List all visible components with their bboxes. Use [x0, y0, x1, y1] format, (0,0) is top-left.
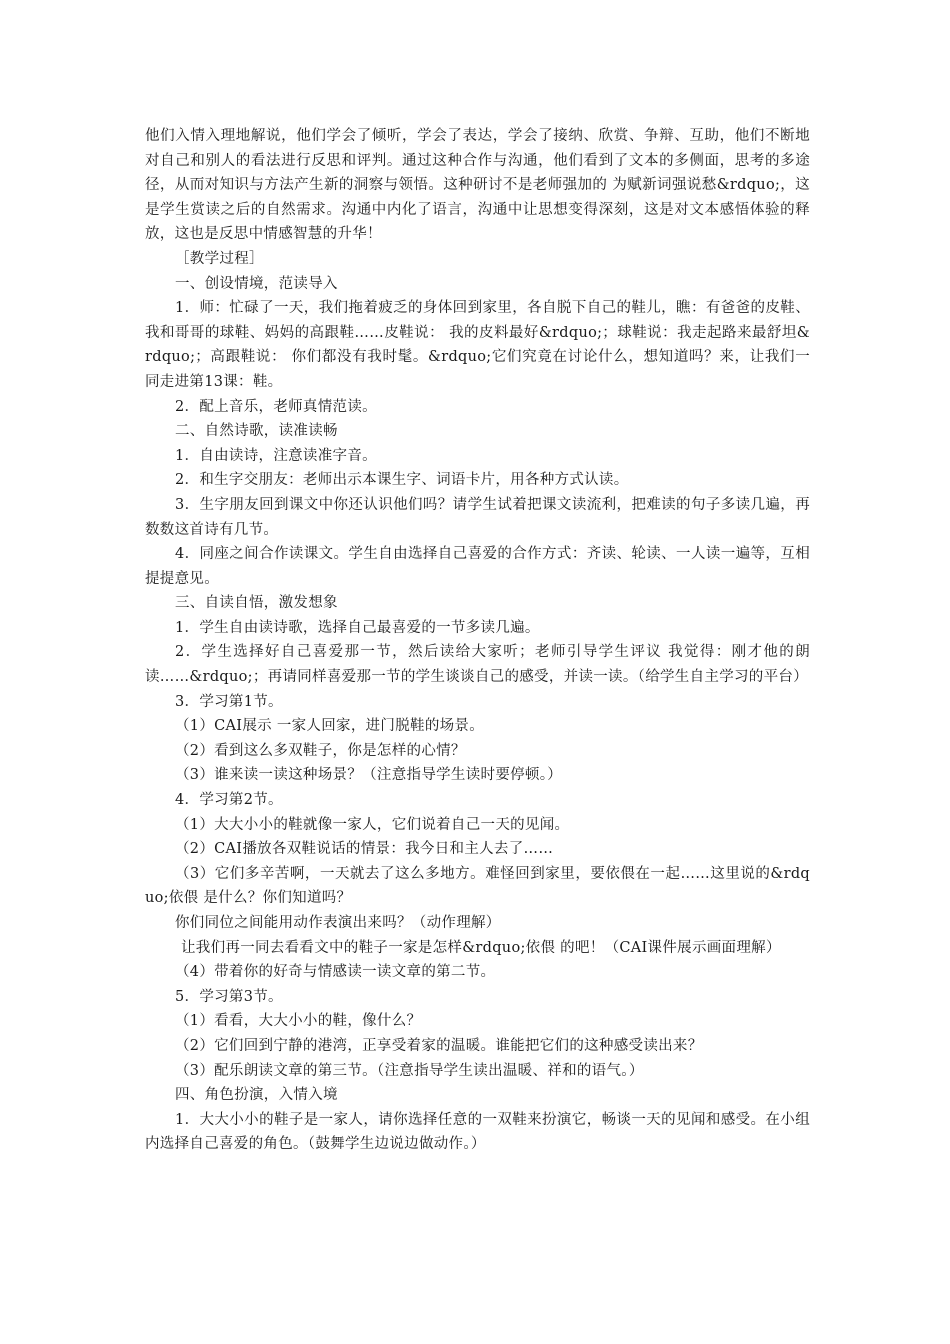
paragraph: 4．学习第2节。 [175, 792, 283, 809]
paragraph: 让我们再一同去看看文中的鞋子一家是怎样&rdquo;依偎 的吧！（CAI课件展示画面理解） [181, 939, 781, 956]
paragraph: 2．学生选择好自己喜爱那一节，然后读给大家听；老师引导学生评议 我觉得：刚才他的朗读……&rdquo;；再请同样喜爱那一节的学生谈谈自己的感受，并读一读。（给学生自主学习的平台） [145, 644, 810, 686]
paragraph: 3．学习第1节。 [175, 693, 283, 710]
paragraph: 3．生字朋友回到课文中你还认识他们吗？请学生试着把课文读流利，把难读的句子多读几遍，再数数这首诗有几节。 [145, 496, 810, 538]
section-heading-1: 一、创设情境，范读导入 [175, 275, 338, 292]
section-heading-teaching-process: ［教学过程］ [175, 250, 264, 267]
paragraph: 1．学生自由读诗歌，选择自己最喜爱的一节多读几遍。 [175, 619, 540, 636]
section-heading-2: 二、自然诗歌，读准读畅 [175, 423, 338, 440]
paragraph: （2）CAI播放各双鞋说话的情景：我今日和主人去了…… [175, 841, 554, 858]
paragraph: （2）看到这么多双鞋子，你是怎样的心情？ [175, 742, 466, 759]
paragraph: 2．配上音乐，老师真情范读。 [175, 398, 377, 415]
paragraph: （1）看看，大大小小的鞋，像什么？ [175, 1013, 422, 1030]
paragraph: 5．学习第3节。 [175, 988, 283, 1005]
paragraph: （2）它们回到宁静的港湾，正享受着家的温暖。谁能把它们的这种感受读出来？ [175, 1037, 703, 1054]
paragraph: 你们同位之间能用动作表演出来吗？（动作理解） [175, 915, 501, 931]
paragraph: （3）配乐朗读文章的第三节。（注意指导学生读出温暖、祥和的语气。） [175, 1062, 644, 1079]
paragraph: 4．同座之间合作读课文。学生自由选择自己喜爱的合作方式：齐读、轮读、一人读一遍等，互相提提意见。 [145, 546, 810, 587]
paragraph: 1．师：忙碌了一天，我们拖着疲乏的身体回到家里，各自脱下自己的鞋儿，瞧：有爸爸的皮鞋、我和哥哥的球鞋、妈妈的高跟鞋……皮鞋说： 我的皮料最好&rdquo;；球鞋说：我走起路来最舒坦&rdquo;；高跟鞋说： 你们都没有我时髦。&rdquo;它们究竟在讨论什么，想知道吗？来，让我们一同走进第13课：鞋。 [145, 300, 810, 390]
paragraph: （3）它们多辛苦啊，一天就去了这么多地方。难怪回到家里，要依偎在一起……这里说的&rdquo;依偎 是什么？你们知道吗？ [145, 865, 810, 907]
document-body [145, 124, 810, 1157]
section-heading-3: 三、自读自悟，激发想象 [175, 595, 338, 612]
paragraph: 1．大大小小的鞋子是一家人，请你选择任意的一双鞋来扮演它，畅谈一天的见闻和感受。在小组内选择自己喜爱的角色。（鼓舞学生边说边做动作。） [145, 1111, 810, 1153]
paragraph: （4）带着你的好奇与情感读一读文章的第二节。 [175, 964, 496, 981]
paragraph: 2．和生字交朋友：老师出示本课生字、词语卡片，用各种方式认读。 [175, 472, 629, 489]
paragraph: （1）CAI展示 一家人回家，进门脱鞋的场景。 [175, 718, 485, 735]
paragraph: （1）大大小小的鞋就像一家人，它们说着自己一天的见闻。 [175, 816, 570, 833]
paragraph: 1．自由读诗，注意读准字音。 [175, 447, 377, 464]
paragraph-intro: 他们入情入理地解说，他们学会了倾听，学会了表达，学会了接纳、欣赏、争辩、互助，他们不断地对自己和别人的看法进行反思和评判。通过这种合作与沟通，他们看到了文本的多侧面，思考的多途径，从而对知识与方法产生新的洞察与领悟。这种研讨不是老师强加的 为赋新词强说愁&rdquo;，这是学生赏读之后的自然需求。沟通中内化了语言，沟通中让思想变得深刻，这是对文本感悟体验的释放，这也是反思中情感智慧的升华！ [145, 128, 810, 243]
section-heading-4: 四、角色扮演，入情入境 [175, 1087, 338, 1104]
paragraph: （3）谁来读一读这种场景？（注意指导学生读时要停顿。） [175, 767, 563, 784]
